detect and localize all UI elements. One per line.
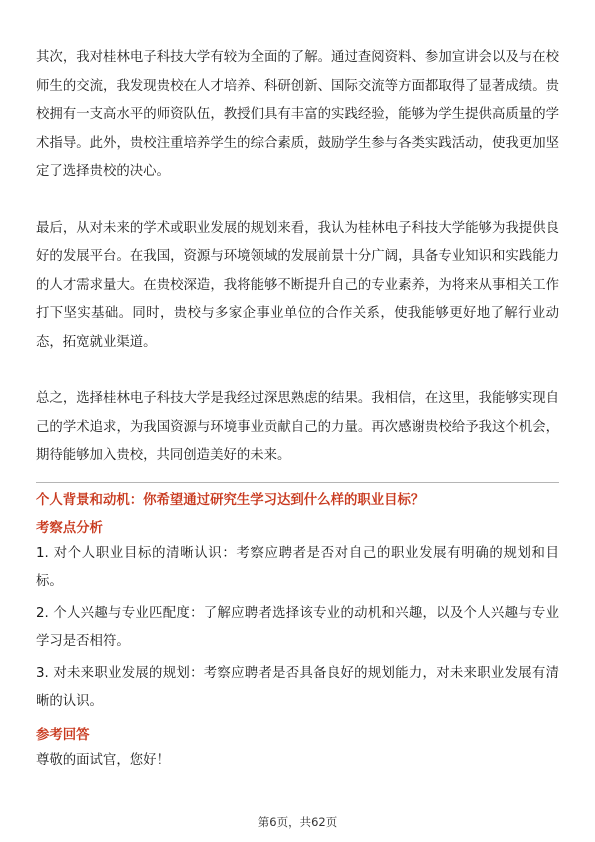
body-paragraph: 总之，选择桂林电子科技大学是我经过深思熟虑的结果。我相信，在这里，我能够实现自己的学术追求，为我国资源与环境事业贡献自己的力量。再次感谢贵校给予我这个机会，期待能够加入贵校，共同创造美好的未来。 — [36, 391, 559, 463]
question-title: 个人背景和动机：你希望通过研究生学习达到什么样的职业目标？ — [36, 492, 425, 508]
paragraph-spacer — [36, 357, 559, 385]
body-paragraph: 最后，从对未来的学术或职业发展的规划来看，我认为桂林电子科技大学能够为我提供良好的发展平台。在我国，资源与环境领域的发展前景十分广阔，具备专业知识和实践能力的人才需求量大。在贵校深造，我将能够不断提升自己的专业素养，为将来从事相关工作打下坚实基础。同时，贵校与多家企事业单位的合作关系，使我能够更好地了解行业动态，拓宽就业渠道。 — [36, 220, 559, 350]
section-divider — [36, 482, 559, 483]
analysis-point: 3. 对未来职业发展的规划：考察应聘者是否具备良好的规划能力，对未来职业发展有清晰的认识。 — [36, 665, 559, 709]
analysis-point: 1. 对个人职业目标的清晰认识：考察应聘者是否对自己的职业发展有明确的规划和目标。 — [36, 545, 559, 589]
paragraph-spacer — [36, 187, 559, 215]
answer-heading: 参考回答 — [36, 727, 90, 743]
analysis-point: 2. 个人兴趣与专业匹配度：了解应聘者选择该专业的动机和兴趣，以及个人兴趣与专业学习是否相符。 — [36, 605, 559, 649]
page-number: 第6页，共62页 — [257, 815, 338, 829]
answer-greeting: 尊敬的面试官，您好！ — [36, 752, 170, 768]
analysis-heading: 考察点分析 — [36, 520, 103, 536]
document-page — [36, 44, 559, 775]
body-paragraph: 其次，我对桂林电子科技大学有较为全面的了解。通过查阅资料、参加宣讲会以及与在校师生的交流，我发现贵校在人才培养、科研创新、国际交流等方面都取得了显著成绩。贵校拥有一支高水平的师资队伍，教授们具有丰富的实践经验，能够为学生提供高质量的学术指导。此外，贵校注重培养学生的综合素质，鼓励学生参与各类实践活动，使我更加坚定了选择贵校的决心。 — [36, 50, 559, 179]
